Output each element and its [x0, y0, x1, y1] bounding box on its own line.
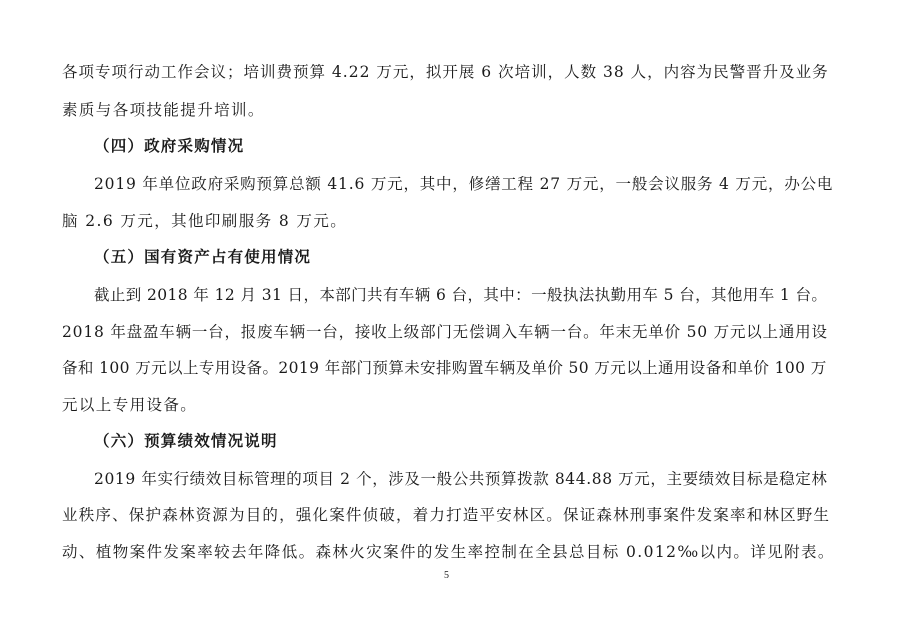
paragraph-line: 各项专项行动工作会议；培训费预算 4.22 万元，拟开展 6 次培训，人数 38 人，内容为民警晋升及业务 [62, 63, 829, 81]
paragraph-line: 元以上专用设备。 [62, 396, 198, 414]
paragraph-line: 备和 100 万元以上专用设备。2019 年部门预算未安排购置车辆及单价 50 万元以上通用设备和单价 100 万 [62, 359, 827, 377]
page-number: 5 [444, 570, 449, 581]
section-heading-budget-performance: （六）预算绩效情况说明 [94, 431, 278, 450]
section-heading-state-assets: （五）国有资产占有使用情况 [94, 247, 312, 266]
paragraph-line: 2018 年盘盈车辆一台，报废车辆一台，接收上级部门无偿调入车辆一台。年末无单价 50 万元以上通用设 [62, 323, 828, 341]
paragraph-line: 动、植物案件发案率较去年降低。森林火灾案件的发生率控制在全县总目标 0.012‰以内。详见附表。 [62, 543, 835, 561]
paragraph-line: 素质与各项技能提升培训。 [62, 101, 265, 119]
paragraph-line: 2019 年实行绩效目标管理的项目 2 个，涉及一般公共预算拨款 844.88 万元，主要绩效目标是稳定林 [94, 470, 828, 488]
section-heading-government-procurement: （四）政府采购情况 [94, 136, 245, 155]
paragraph-line: 业秩序、保护森林资源为目的，强化案件侦破，着力打造平安林区。保证森林刑事案件发案率和林区野生 [62, 506, 831, 524]
paragraph-line: 截止到 2018 年 12 月 31 日，本部门共有车辆 6 台，其中：一般执法执勤用车 5 台，其他用车 1 台。 [94, 286, 828, 304]
paragraph-line: 脑 2.6 万元，其他印刷服务 8 万元。 [62, 212, 348, 230]
paragraph-line: 2019 年单位政府采购预算总额 41.6 万元，其中，修缮工程 27 万元，一般会议服务 4 万元，办公电 [94, 175, 834, 193]
